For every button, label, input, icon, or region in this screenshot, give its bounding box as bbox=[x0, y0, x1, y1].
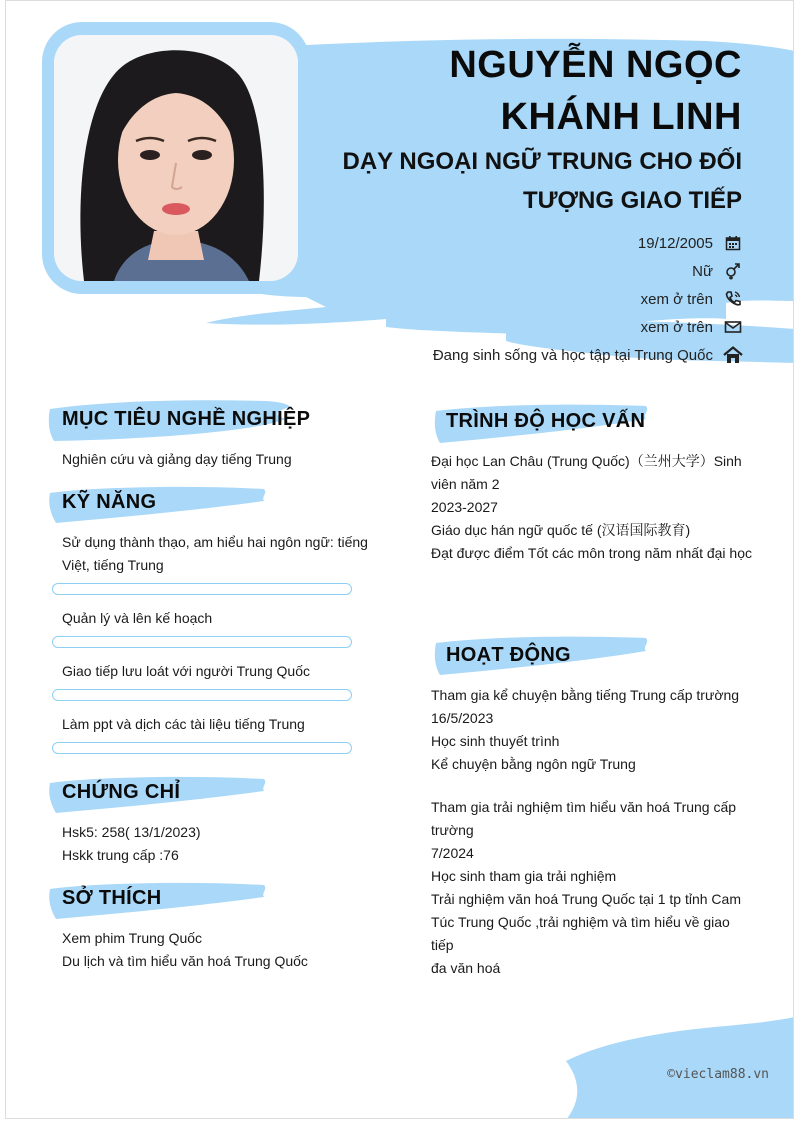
activity-line: 7/2024 bbox=[431, 845, 474, 861]
watermark: ©vieclam88.vn bbox=[667, 1067, 769, 1082]
activity-line: Học sinh thuyết trình bbox=[431, 733, 560, 749]
activity-line: Tham gia trải nghiệm tìm hiểu văn hoá Trung cấp bbox=[431, 799, 737, 815]
calendar-icon bbox=[723, 233, 743, 253]
education-line: viên năm 2 bbox=[431, 476, 500, 492]
address-text: Đang sinh sống và học tập tại Trung Quốc bbox=[432, 346, 713, 364]
birthdate-text: 19/12/2005 bbox=[637, 234, 713, 252]
hobby-item: Du lịch và tìm hiểu văn hoá Trung Quốc bbox=[62, 953, 308, 969]
activity-group-1 bbox=[431, 684, 755, 776]
activity-line: Tham gia kể chuyện bằng tiếng Trung cấp trường bbox=[431, 687, 740, 703]
candidate-name bbox=[449, 39, 742, 143]
activities-title: HOẠT ĐỘNG bbox=[446, 644, 571, 666]
hobbies-list bbox=[62, 927, 308, 973]
activity-line: Trải nghiệm văn hoá Trung Quốc tại 1 tp tỉnh Cam bbox=[431, 891, 741, 907]
phone-row bbox=[641, 288, 743, 310]
skill-level-bar bbox=[52, 583, 352, 595]
certificate-item: Hsk5: 258( 13/1/2023) bbox=[62, 824, 201, 840]
hobby-item: Xem phim Trung Quốc bbox=[62, 930, 203, 946]
education-line: 2023-2027 bbox=[431, 499, 498, 515]
home-icon bbox=[723, 345, 743, 365]
certificates-title: CHỨNG CHỈ bbox=[62, 781, 181, 803]
birthdate-row bbox=[638, 232, 743, 254]
name-line-1: NGUYỄN NGỌC bbox=[449, 44, 742, 86]
skill-level-bar bbox=[52, 689, 352, 701]
skill-2: Quản lý và lên kế hoạch bbox=[62, 610, 213, 626]
activity-line: trường bbox=[431, 822, 474, 838]
job-title bbox=[322, 142, 742, 220]
skill-level-bar bbox=[52, 742, 352, 754]
skill-4: Làm ppt và dịch các tài liệu tiếng Trung bbox=[62, 716, 305, 732]
education-line: Đại học Lan Châu (Trung Quốc)（兰州大学）Sinh bbox=[431, 453, 742, 469]
education-title: TRÌNH ĐỘ HỌC VẤN bbox=[446, 410, 646, 432]
cv-document bbox=[5, 0, 794, 1119]
gender-row bbox=[692, 260, 743, 282]
skills-title: KỸ NĂNG bbox=[62, 491, 157, 513]
activity-line: 16/5/2023 bbox=[431, 710, 494, 726]
email-text: xem ở trên bbox=[640, 318, 713, 336]
gender-icon bbox=[723, 261, 743, 281]
skill-level-bar bbox=[52, 636, 352, 648]
skill-3: Giao tiếp lưu loát với người Trung Quốc bbox=[62, 663, 311, 679]
objective-text: Nghiên cứu và giảng dạy tiếng Trung bbox=[62, 451, 292, 467]
skill-1-line-1: Sử dụng thành thạo, am hiểu hai ngôn ngữ: tiếng bbox=[62, 534, 368, 550]
profile-photo bbox=[54, 35, 298, 281]
activity-line: Kể chuyện bằng ngôn ngữ Trung bbox=[431, 756, 636, 772]
hobbies-title: SỞ THÍCH bbox=[62, 887, 162, 909]
profile-photo-frame bbox=[42, 22, 310, 294]
mail-icon bbox=[723, 317, 743, 337]
education-line: Giáo dục hán ngữ quốc tế (汉语国际教育) bbox=[431, 522, 691, 538]
gender-text: Nữ bbox=[692, 262, 713, 280]
education-details bbox=[431, 450, 755, 565]
email-row bbox=[641, 316, 743, 338]
education-line: Đạt được điểm Tốt các môn trong năm nhất đại học bbox=[431, 545, 753, 561]
name-line-2: KHÁNH LINH bbox=[500, 96, 742, 138]
skill-item bbox=[62, 531, 372, 577]
address-row bbox=[433, 344, 743, 366]
activity-line: Túc Trung Quốc ,trải nghiệm và tìm hiểu về giao tiếp bbox=[431, 914, 730, 953]
activity-line: đa văn hoá bbox=[431, 960, 501, 976]
activity-line: Học sinh tham gia trải nghiệm bbox=[431, 868, 617, 884]
objective-title: MỤC TIÊU NGHỀ NGHIỆP bbox=[62, 408, 311, 430]
phone-text: xem ở trên bbox=[640, 290, 713, 308]
certificate-item: Hskk trung cấp :76 bbox=[62, 847, 179, 863]
role-line-2: TƯỢNG GIAO TIẾP bbox=[522, 187, 742, 214]
activity-group-2 bbox=[431, 796, 755, 980]
skill-1-line-2: Việt, tiếng Trung bbox=[62, 557, 164, 573]
phone-icon bbox=[723, 289, 743, 309]
role-line-1: DẠY NGOẠI NGỮ TRUNG CHO ĐỐI bbox=[342, 148, 742, 175]
certificates-list bbox=[62, 821, 201, 867]
